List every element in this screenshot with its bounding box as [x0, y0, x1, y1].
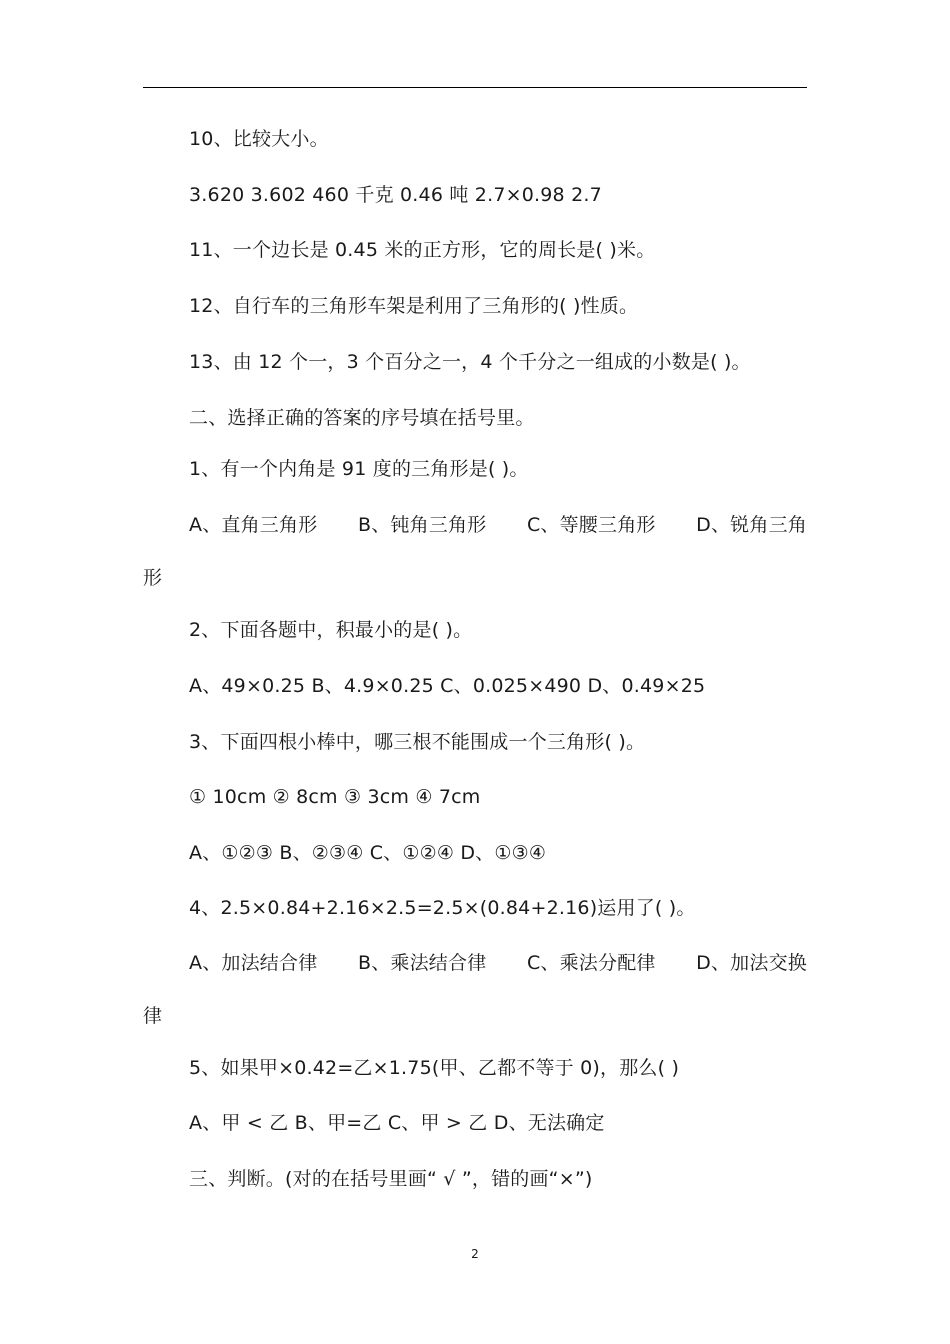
question-10-items: 3.620 3.602 460 千克 0.46 吨 2.7×0.98 2.7 [189, 184, 602, 206]
section-heading-2: 二、选择正确的答案的序号填在括号里。 [189, 407, 535, 429]
choice-question-3: 3、下面四根小棒中，哪三根不能围成一个三角形( )。 [189, 731, 646, 753]
choice-question-2-options: A、49×0.25 B、4.9×0.25 C、0.025×490 D、0.49×25 [189, 675, 706, 697]
option-b: B、钝角三角形 [357, 514, 487, 536]
choice-question-4: 4、2.5×0.84+2.16×2.5=2.5×(0.84+2.16)运用了( )。 [189, 897, 696, 919]
question-12: 12、自行车的三角形车架是利用了三角形的( )性质。 [189, 295, 639, 317]
choice-question-1-options-wrap: 形 [143, 567, 163, 589]
option-a: A、直角三角形 [189, 514, 318, 536]
question-11: 11、一个边长是 0.45 米的正方形，它的周长是( )米。 [189, 239, 656, 261]
choice-question-1-options [189, 513, 807, 537]
choice-question-4-options [189, 951, 807, 975]
choice-question-2: 2、下面各题中，积最小的是( )。 [189, 619, 473, 641]
choice-question-1: 1、有一个内角是 91 度的三角形是( )。 [189, 458, 529, 480]
choice-question-3-sticks: ① 10cm ② 8cm ③ 3cm ④ 7cm [189, 786, 481, 808]
choice-question-3-options: A、①②③ B、②③④ C、①②④ D、①③④ [189, 842, 547, 864]
choice-question-5: 5、如果甲×0.42=乙×1.75(甲、乙都不等于 0)，那么( ) [189, 1057, 680, 1079]
section-heading-3: 三、判断。(对的在括号里画“ √ ”，错的画“×”) [189, 1168, 593, 1190]
header-rule [143, 87, 807, 88]
option-d: D、锐角三角 [696, 514, 807, 536]
question-13: 13、由 12 个一，3 个百分之一，4 个千分之一组成的小数是( )。 [189, 351, 751, 373]
option-c: C、乘法分配律 [526, 952, 656, 974]
page-number: 2 [471, 1247, 479, 1261]
option-d: D、加法交换 [696, 952, 807, 974]
question-10: 10、比较大小。 [189, 128, 329, 150]
option-c: C、等腰三角形 [526, 514, 656, 536]
option-a: A、加法结合律 [189, 952, 318, 974]
choice-question-5-options: A、甲 < 乙 B、甲=乙 C、甲 > 乙 D、无法确定 [189, 1112, 605, 1134]
choice-question-4-options-wrap: 律 [143, 1005, 163, 1027]
option-b: B、乘法结合律 [357, 952, 487, 974]
